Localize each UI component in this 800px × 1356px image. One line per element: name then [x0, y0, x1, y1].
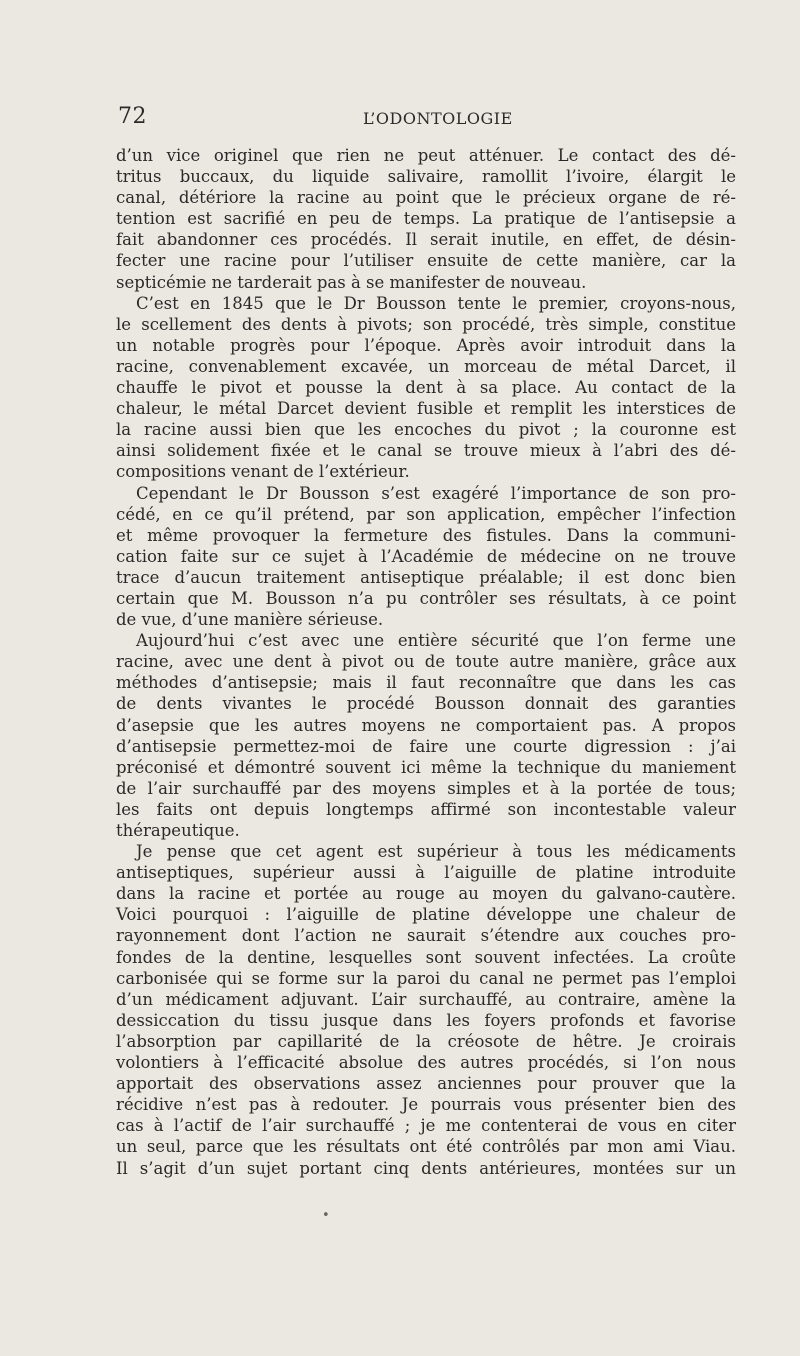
text-line: chaleur, le métal Darcet devient fusible et remplit les interstices de: [116, 399, 736, 419]
text-line: carbonisée qui se forme sur la paroi du canal ne permet pas l’emploi: [116, 968, 736, 988]
text-line: d’un médicament adjuvant. L’air surchauffé, au contraire, amène la: [116, 989, 736, 1009]
text-line: un seul, parce que les résultats ont été contrôlés par mon ami Viau.: [116, 1137, 736, 1157]
running-head: [118, 104, 738, 134]
text-line: Je pense que cet agent est supérieur à tous les médicaments: [136, 842, 736, 862]
text-line: Voici pourquoi : l’aiguille de platine développe une chaleur de: [116, 905, 736, 925]
text-line: dessiccation du tissu jusque dans les foyers profonds et favorise: [116, 1010, 736, 1030]
ornament-mark: •: [322, 1208, 330, 1223]
text-line: septicémie ne tarderait pas à se manifester de nouveau.: [116, 272, 587, 292]
text-line: cation faite sur ce sujet à l’Académie de médecine on ne trouve: [116, 546, 736, 566]
text-line: récidive n’est pas à redouter. Je pourrais vous présenter bien des: [116, 1095, 736, 1115]
page-number: 72: [118, 104, 147, 129]
text-line: l’absorption par capillarité de la créosote de hêtre. Je croirais: [116, 1031, 736, 1051]
text-line: Aujourd’hui c’est avec une entière sécurité que l’on ferme une: [136, 631, 736, 651]
text-line: trace d’aucun traitement antiseptique préalable; il est donc bien: [116, 567, 736, 587]
text-line: fecter une racine pour l’utiliser ensuite de cette manière, car la: [116, 251, 736, 271]
text-line: le scellement des dents à pivots; son procédé, très simple, constitue: [116, 314, 736, 334]
text-line: compositions venant de l’extérieur.: [116, 462, 410, 482]
text-line: de l’air surchauffé par des moyens simples et à la portée de tous;: [116, 778, 736, 798]
body-text: [116, 145, 736, 1179]
text-line: racine, convenablement excavée, un morceau de métal Darcet, il: [116, 356, 736, 376]
text-line: rayonnement dont l’action ne saurait s’étendre aux couches pro-: [116, 926, 736, 946]
journal-title: L’ODONTOLOGIE: [363, 109, 513, 128]
text-line: fondes de la dentine, lesquelles sont souvent infectées. La croûte: [116, 947, 736, 967]
text-line: Cependant le Dr Bousson s’est exagéré l’importance de son pro-: [136, 483, 736, 503]
text-line: antiseptiques, supérieur aussi à l’aiguille de platine introduite: [116, 863, 736, 883]
text-line: Il s’agit d’un sujet portant cinq dents antérieures, montées sur un: [116, 1158, 736, 1178]
text-line: d’antisepsie permettez-moi de faire une courte digression : j’ai: [116, 736, 736, 756]
text-line: d’asepsie que les autres moyens ne comportaient pas. A propos: [116, 715, 736, 735]
text-line: cédé, en ce qu’il prétend, par son application, empêcher l’infection: [116, 504, 736, 524]
text-line: canal, détériore la racine au point que le précieux organe de ré-: [116, 188, 736, 208]
text-line: un notable progrès pour l’époque. Après avoir introduit dans la: [116, 335, 736, 355]
text-line: dans la racine et portée au rouge au moyen du galvano-cautère.: [116, 884, 736, 904]
text-line: les faits ont depuis longtemps affirmé son incontestable valeur: [116, 799, 736, 819]
text-line: apportait des observations assez anciennes pour prouver que la: [116, 1074, 736, 1094]
text-line: préconisé et démontré souvent ici même la technique du maniement: [116, 757, 736, 777]
text-line: la racine aussi bien que les encoches du pivot ; la couronne est: [116, 420, 736, 440]
text-line: ainsi solidement fixée et le canal se trouve mieux à l’abri des dé-: [116, 441, 736, 461]
text-line: de dents vivantes le procédé Bousson donnait des garanties: [116, 694, 736, 714]
text-line: chauffe le pivot et pousse la dent à sa place. Au contact de la: [116, 378, 736, 398]
text-line: méthodes d’antisepsie; mais il faut reconnaître que dans les cas: [116, 673, 736, 693]
text-line: et même provoquer la fermeture des fistules. Dans la communi-: [116, 525, 736, 545]
text-line: tritus buccaux, du liquide salivaire, ramollit l’ivoire, élargit le: [116, 167, 736, 187]
text-line: certain que M. Bousson n’a pu contrôler ses résultats, à ce point: [116, 588, 736, 608]
text-line: racine, avec une dent à pivot ou de toute autre manière, grâce aux: [116, 652, 736, 672]
text-line: tention est sacrifié en peu de temps. La pratique de l’antisepsie a: [116, 209, 736, 229]
text-line: C’est en 1845 que le Dr Bousson tente le premier, croyons-nous,: [136, 293, 736, 313]
text-line: thérapeutique.: [116, 821, 240, 840]
text-line: volontiers à l’efficacité absolue des autres procédés, si l’on nous: [116, 1053, 736, 1073]
text-line: d’un vice originel que rien ne peut atténuer. Le contact des dé-: [116, 146, 736, 165]
text-line: cas à l’actif de l’air surchauffé ; je me contenterai de vous en citer: [116, 1116, 736, 1136]
text-line: fait abandonner ces procédés. Il serait inutile, en effet, de désin-: [116, 230, 736, 250]
text-line: de vue, d’une manière sérieuse.: [116, 610, 384, 630]
